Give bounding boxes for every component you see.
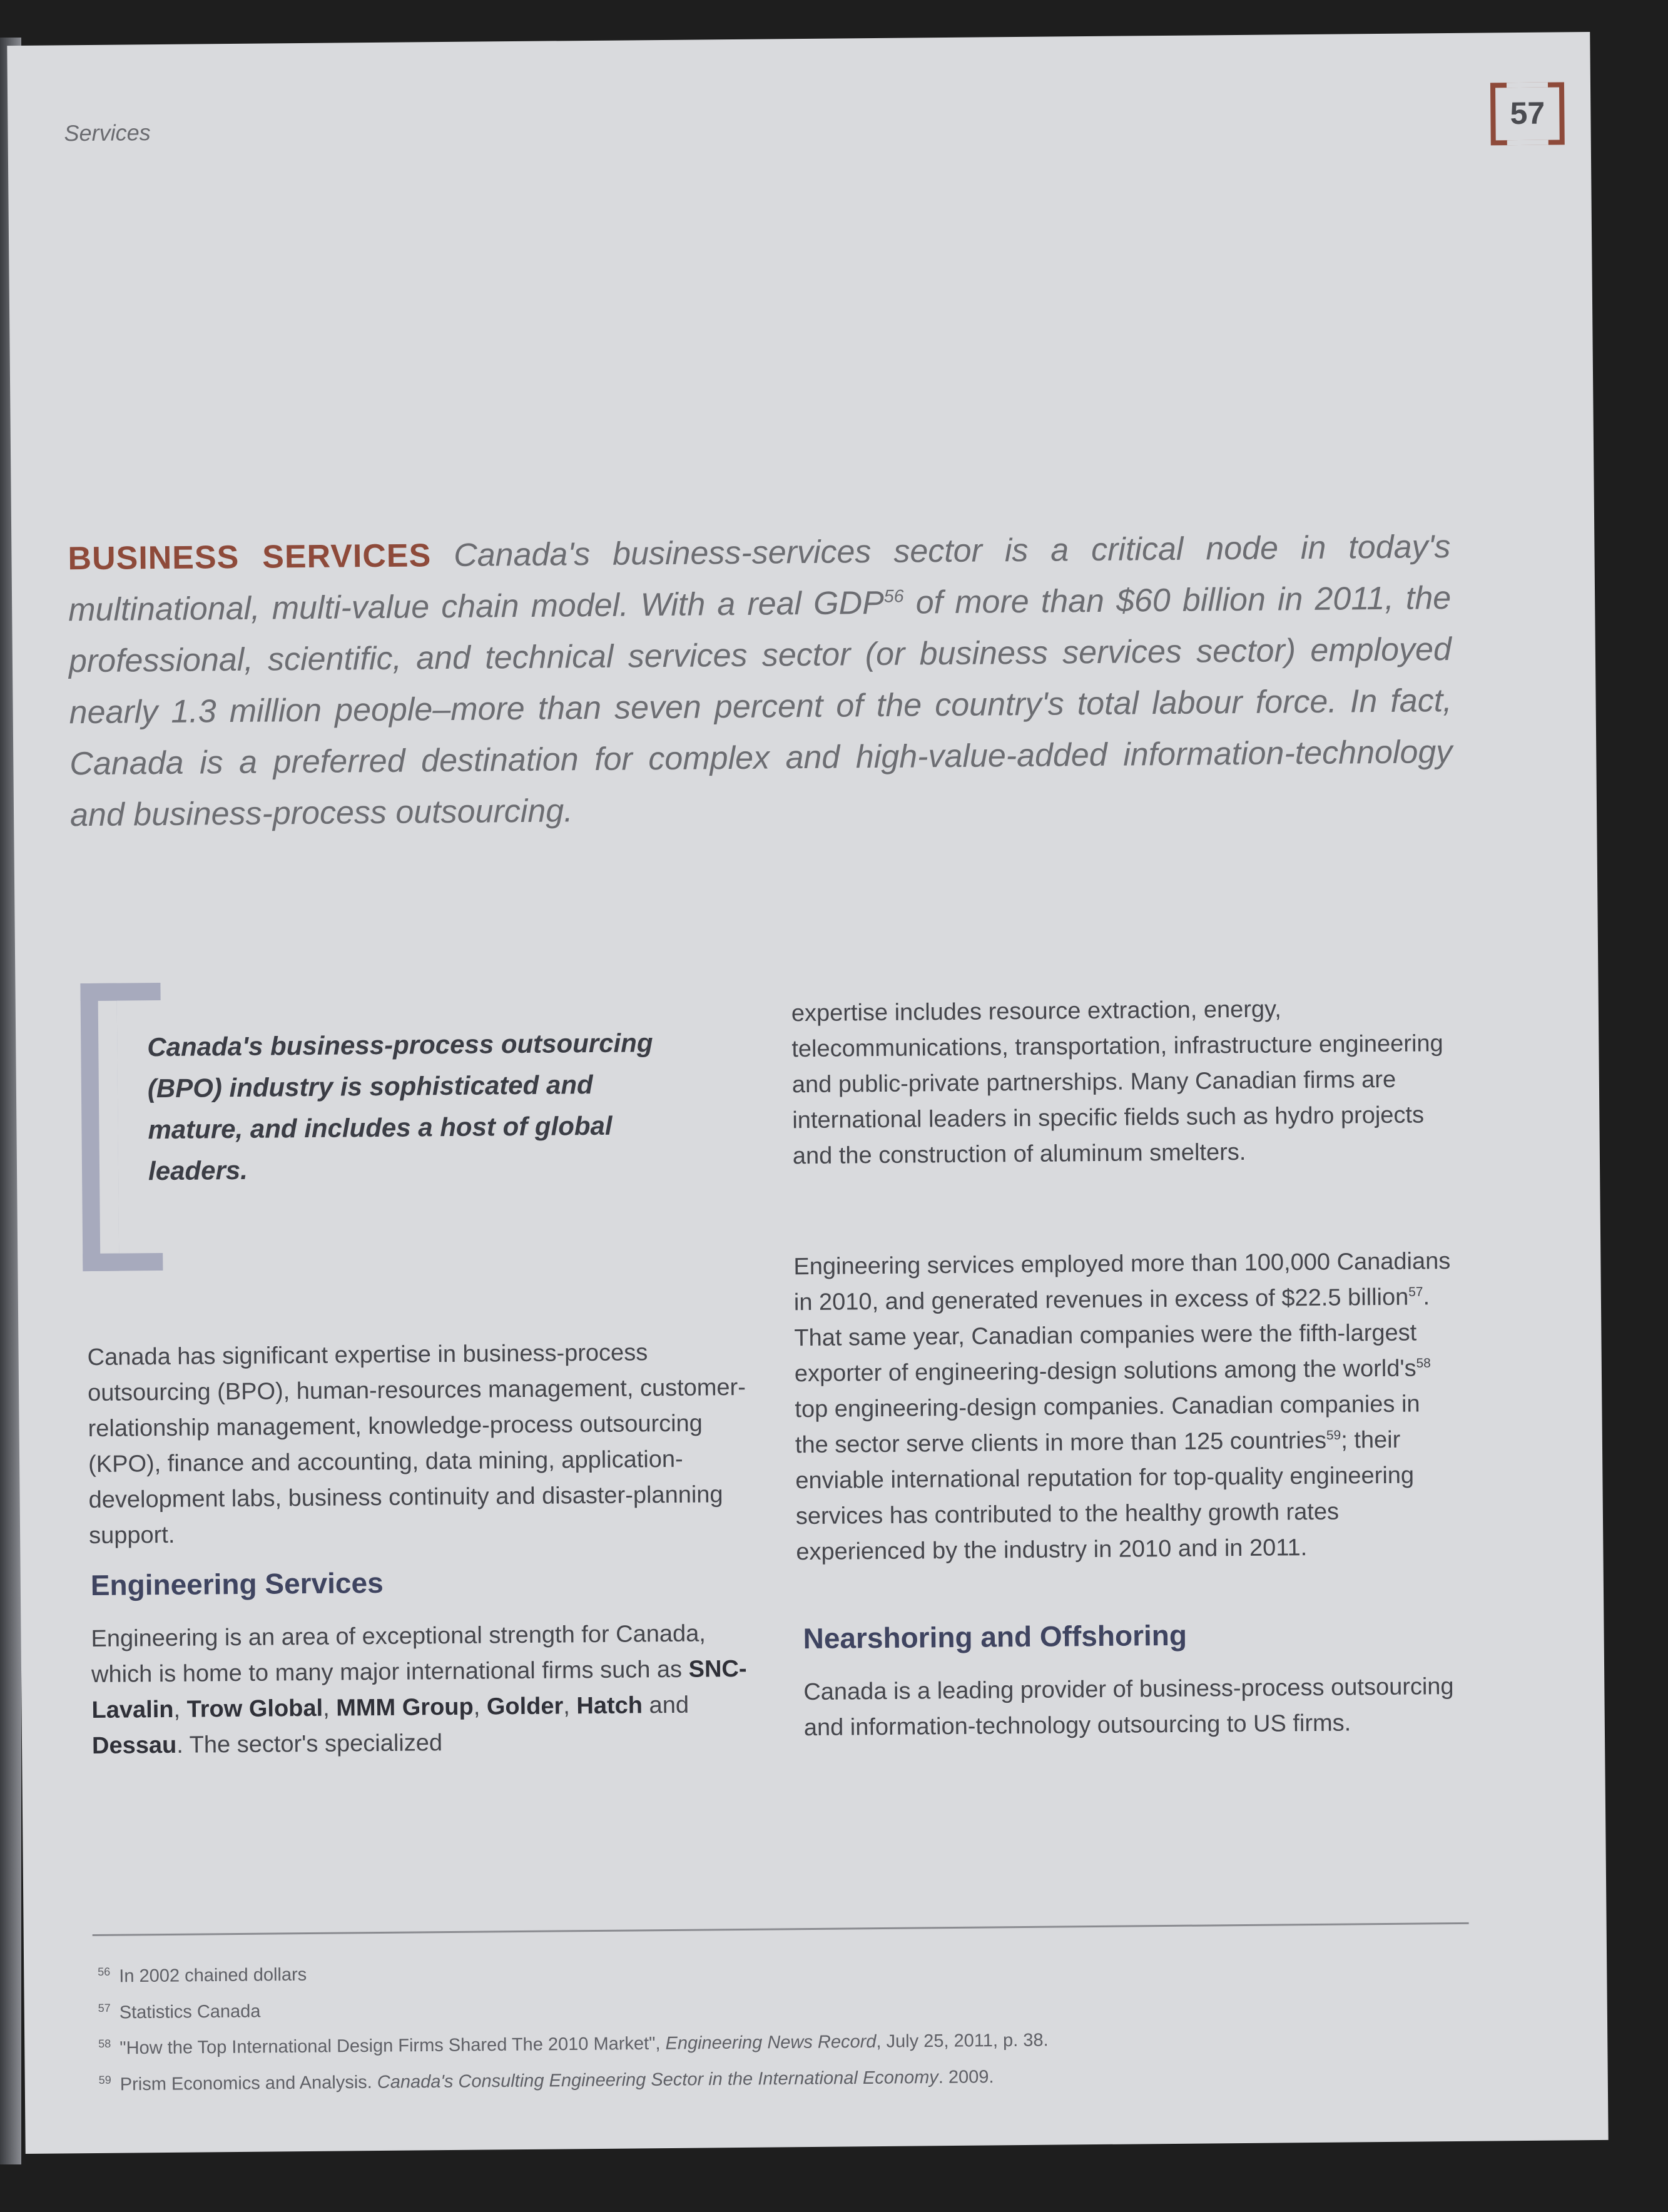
text-run: Engineering services employed more than 100,000 Canadians in 2010, and generated revenues in excess of $22.5 billion [793,1248,1451,1316]
footnote-text: In 2002 chained dollars [119,1964,307,1987]
text-run: and [642,1692,689,1719]
engineering-paragraph-1-continued [791,990,1456,1174]
intro-text: Canada has significant expertise in business-process outsourcing (BPO), human-resources management, customer-relationship management, knowledge-process outsourcing (KPO), finance and accounting, data mining, application-development labs, business continuity and disaster-planning support. [87,1339,746,1550]
text-run: , [563,1693,577,1720]
nearshoring-text: Canada is a leading provider of business-process outsourcing and information-technology outsourcing to US firms. [803,1673,1454,1742]
firm-name: Golder [486,1693,564,1720]
text-run: . That same year, Canadian companies were the fifth-largest exporter of engineering-design solutions among the world's [794,1284,1430,1388]
footnote-number: 59 [98,2073,111,2086]
footnote-divider [93,1922,1469,1936]
text-run: . The sector's specialized [176,1730,443,1758]
engineering-text-continued: expertise includes resource extraction, energy, telecommunications, transportation, infrastructure engineering and public-private partnerships. Many Canadian firms are international leaders in specific fields such as hydro projects and the construction of aluminum smelters. [791,996,1443,1170]
pull-quote: Canada's business-process outsourcing (BPO) industry is sophisticated and mature, and includes a host of global leaders. [147,1028,653,1186]
engineering-text [91,1616,755,1764]
footnotes [98,1944,1444,2100]
footnote-ref: 59 [1326,1428,1341,1443]
firm-name: Dessau [91,1732,177,1760]
document-page [7,32,1608,2154]
text-run: ; their enviable international reputation for top-quality engineering services has contributed to the healthy growth rates experienced by the industry in 2010 and in 2011. [795,1426,1415,1566]
quote-bracket [80,983,119,1271]
engineering-paragraph-2 [793,1244,1459,1570]
footnote-text: "How the Top International Design Firms Shared The 2010 Market", [120,2034,666,2059]
engineering-heading: Engineering Services [90,1566,384,1602]
nearshoring-heading: Nearshoring and Offshoring [803,1618,1187,1655]
footnote-source-title: Canada's Consulting Engineering Sector in the International Economy [377,2067,938,2093]
intro-paragraph [87,1334,752,1554]
footnote-text: . 2009. [938,2067,994,2088]
firm-name: Hatch [576,1692,643,1720]
footnote-number: 57 [98,2001,111,2014]
text-run: top engineering-design companies. Canadian companies in the sector serve clients in more than 125 countries [795,1391,1420,1459]
quote-bracket-bottom [83,1253,163,1271]
footnote-ref: 58 [1416,1356,1431,1371]
engineering-paragraph-1 [91,1616,755,1764]
nearshoring-paragraph [803,1669,1467,1746]
page-number: 57 [1510,95,1545,131]
footnote-text: Statistics Canada [119,2001,261,2022]
footnote-ref: 56 [883,586,904,607]
footnote-number: 58 [98,2037,111,2051]
footnote-text: , July 25, 2011, p. 38. [876,2030,1049,2052]
running-head: Services [64,119,151,146]
page-number-badge [1490,82,1565,145]
text-run: , [322,1695,337,1722]
footnote-text: Prism Economics and Analysis. [120,2072,377,2095]
firm-name: MMM Group [336,1693,474,1722]
lead-paragraph [68,521,1453,841]
text-run: Engineering is an area of exceptional strength for Canada, which is home to many major international firms such as [91,1620,706,1688]
firm-name: Trow Global [186,1695,323,1723]
lead-text-2: of more than $60 billion in 2011, the professional, scientific, and technical services sector (or business services sector) employed nearly 1.3 million people–more than seven percent of the country's total labour force. In fact, Canada is a preferred destination for complex and high-value-added information-technology and business-process outsourcing. [68,579,1453,834]
engineering-text-2 [793,1244,1459,1570]
footnote-source-title: Engineering News Record [665,2032,877,2054]
quote-bracket-top [80,983,160,1001]
section-heading: BUSINESS SERVICES [68,537,432,577]
lead-text-1: Canada's business-services sector is a critical node in today's multinational, multi-value chain model. With a real GDP [68,529,1451,629]
footnote-number: 56 [98,1965,111,1978]
text-run: , [473,1693,487,1720]
firm-name: SNC-Lavalin [91,1655,747,1724]
footnote-ref: 57 [1408,1284,1423,1299]
text-run: , [173,1696,187,1723]
